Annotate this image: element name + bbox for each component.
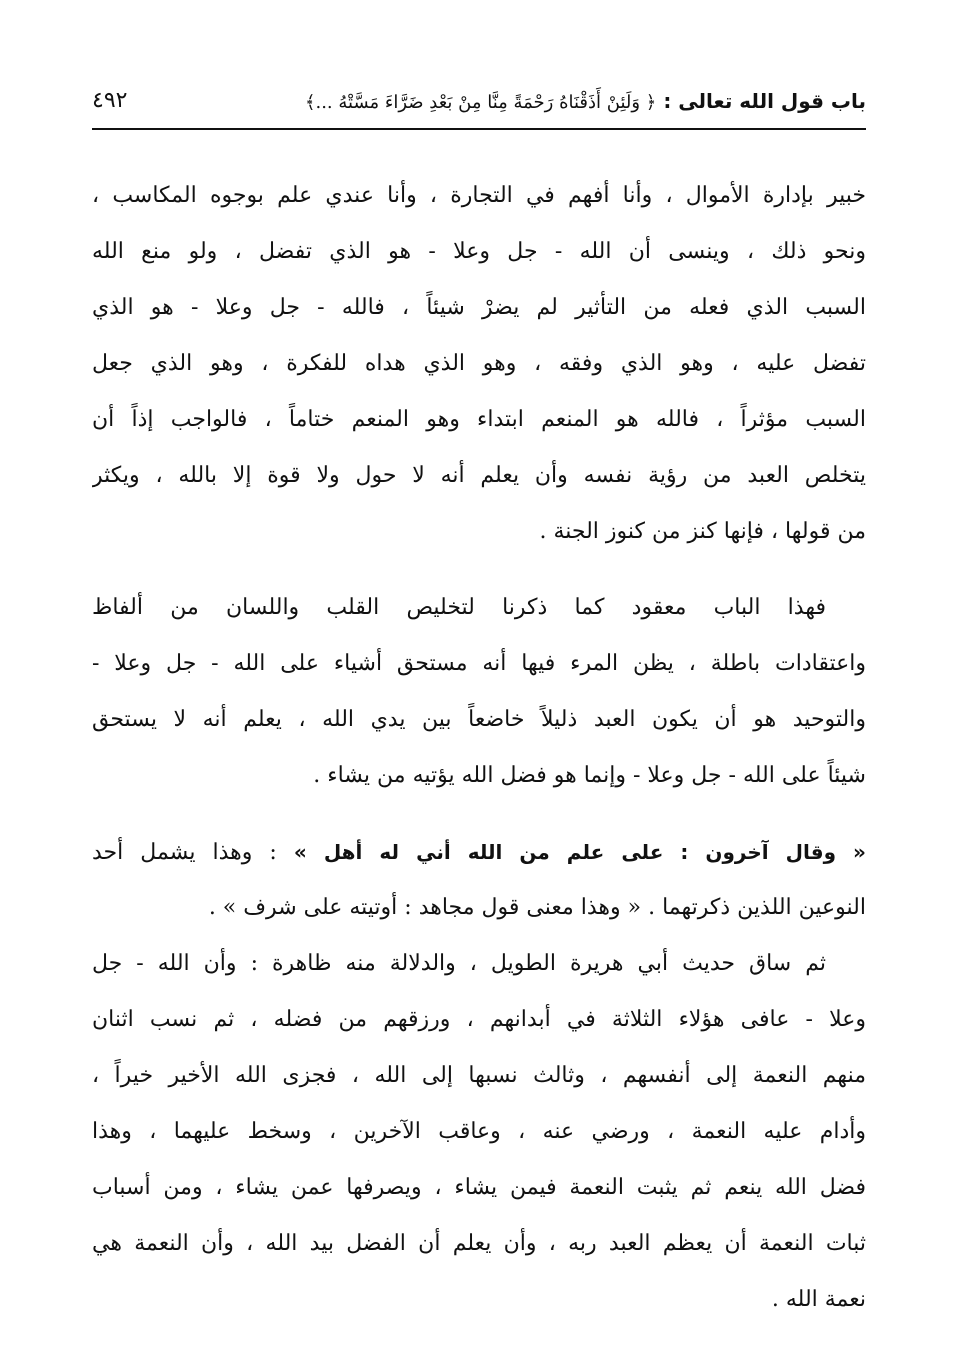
body-text [92, 168, 866, 1328]
text-line: النوعين اللذين ذكرتهما . « وهذا معنى قول مجاهد : أوتيته على شرف » . [208, 895, 866, 920]
header-chapter-title [305, 84, 866, 120]
text-line: ونحو ذلك ، وينسى أن الله - جل وعلا - هو الذي تفضل ، ولو منع الله [92, 239, 866, 264]
text-line: فهذا الباب معقود كما ذكرنا لتخليص القلب واللسان من ألفاظ [92, 595, 826, 620]
text-line: يتخلص العبد من رؤية نفسه وأن يعلم أنه لا حول ولا قوة إلا بالله ، ويكثر [92, 463, 866, 488]
paragraph-3 [92, 824, 866, 1328]
text-line: ثبات النعمة أن يعظم العبد ربه ، وأن يعلم أن الفضل بيد الله ، وأن النعمة هي [92, 1231, 866, 1256]
text-line: وعلا - عافى هؤلاء الثلاثة في أبدانهم ، ورزقهم من فضله ، ثم نسب اثنان [92, 1007, 866, 1032]
running-header [92, 84, 866, 124]
chapter-title-text: باب قول الله تعالى : [663, 89, 866, 113]
text-line: تفضل عليه ، وهو الذي وفقه ، وهو الذي هداه للفكرة ، وهو الذي جعل [92, 351, 866, 376]
header-divider [92, 128, 866, 130]
quote-continuation: : وهذا يشمل أحد [92, 840, 294, 865]
paragraph-2 [92, 580, 866, 804]
page-number: ٤٩٢ [92, 88, 128, 113]
text-line: واعتقادات باطلة ، يظن المرء فيها أنه مستحق أشياء على الله - جل وعلا - [92, 651, 866, 676]
text-line: السبب مؤثراً ، فالله هو المنعم ابتداء وهو المنعم ختاماً ، فالواجب إذاً أن [92, 407, 866, 432]
text-line: نعمة الله . [771, 1287, 866, 1312]
text-line: السبب الذي فعله من التأثير لم يضرْ شيئاً ، فالله - جل وعلا - هو الذي [92, 295, 866, 320]
text-line: فضل الله ينعم ثم يثبت النعمة فيمن يشاء ، ويصرفها عمن يشاء ، ومن أسباب [92, 1175, 866, 1200]
paragraph-1 [92, 168, 866, 560]
text-line: منهم النعمة إلى أنفسهم ، وثالث نسبها إلى الله ، فجزى الله الأخير خيراً ، [92, 1063, 866, 1088]
text-line: والتوحيد هو أن يكون العبد ذليلاً خاضعاً بين يدي الله ، يعلم أنه لا يستحق [92, 707, 866, 732]
text-line: خبير بإدارة الأموال ، وأنا أفهم في التجارة ، وأنا عندي علم بوجوه المكاسب ، [92, 183, 866, 208]
text-line: من قولها ، فإنها كنز من كنوز الجنة . [539, 519, 866, 544]
text-line: وأدام عليه النعمة ، ورضي عنه ، وعاقب الآخرين ، وسخط عليهما ، وهذا [92, 1119, 866, 1144]
quoted-statement: « وقال آخرون : على علم من الله أني له أهل » [293, 840, 866, 864]
header-verse: ﴿ وَلَئِنْ أَذَقْنَاهُ رَحْمَةً مِنَّا مِنْ بَعْدِ ضَرَّاءَ مَسَّتْهُ ...﴾ [304, 92, 657, 113]
quote-line [92, 824, 866, 880]
text-line: شيئاً على الله - جل وعلا - وإنما هو فضل الله يؤتيه من يشاء . [313, 763, 866, 788]
text-line: ثم ساق حديث أبي هريرة الطويل ، والدلالة منه ظاهرة : وأن الله - جل [92, 951, 826, 976]
